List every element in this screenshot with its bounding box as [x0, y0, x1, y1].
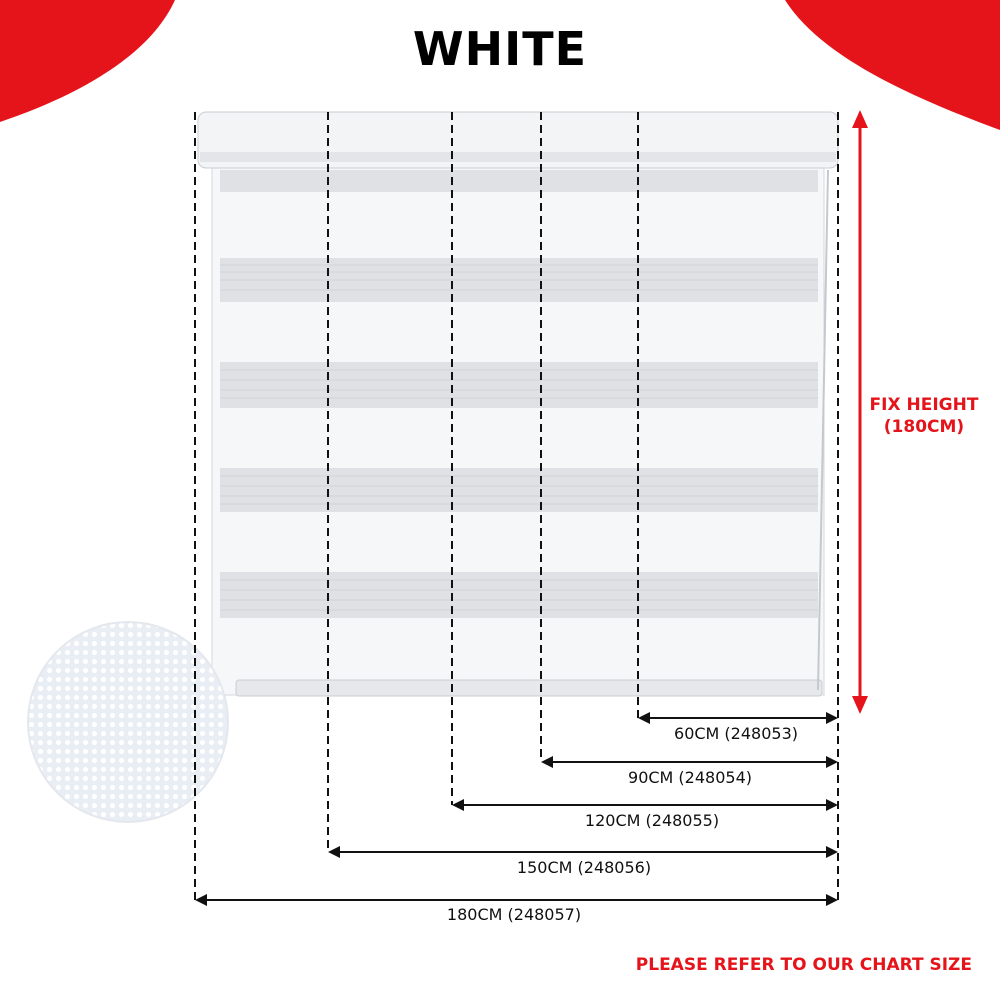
width-label-90: 90CM (248054): [628, 768, 752, 787]
height-label-line1: FIX HEIGHT: [869, 395, 979, 415]
width-arrow-120: [452, 799, 838, 811]
width-arrow-150: [328, 846, 838, 858]
height-label: [856, 394, 992, 438]
size-chart-note: PLEASE REFER TO OUR CHART SIZE: [635, 955, 972, 975]
width-label-60: 60CM (248053): [674, 724, 798, 743]
height-label-line2: (180CM): [883, 417, 965, 437]
width-label-120: 120CM (248055): [584, 811, 720, 830]
fabric-swatch: [28, 622, 228, 822]
width-label-150: 150CM (248056): [516, 858, 652, 877]
zebra-blind-illustration: [198, 112, 838, 696]
width-arrow-90: [541, 756, 838, 768]
width-label-180: 180CM (248057): [446, 905, 582, 924]
page-title: WHITE: [412, 22, 588, 76]
width-arrow-60: [638, 712, 838, 724]
